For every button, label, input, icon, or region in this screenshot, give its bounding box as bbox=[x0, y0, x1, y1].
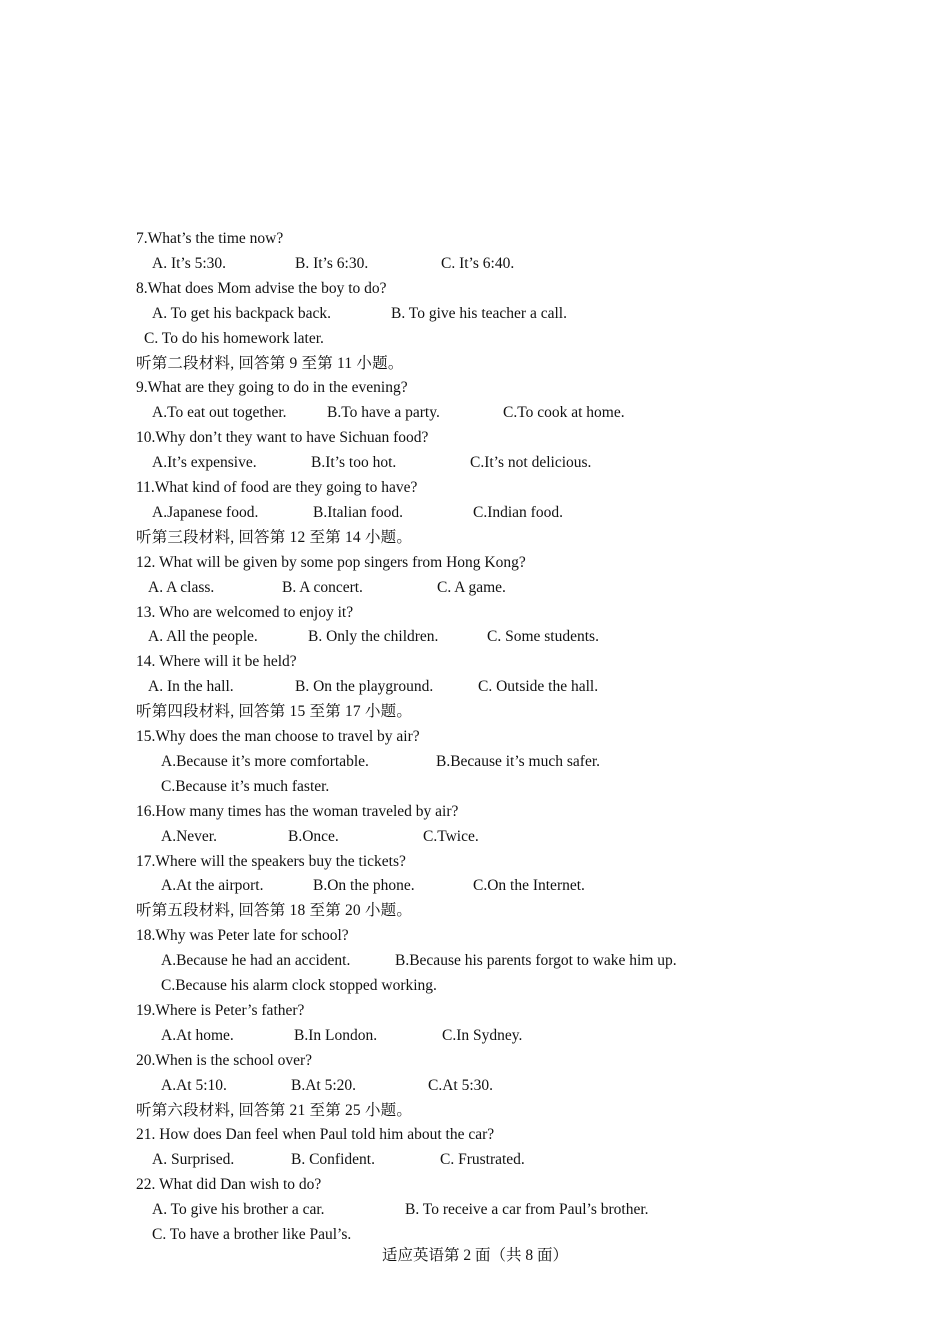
question-text: 11.What kind of food are they going to have? bbox=[136, 479, 418, 496]
question-text: 19.Where is Peter’s father? bbox=[136, 1002, 305, 1019]
question-text: 17.Where will the speakers buy the tickets? bbox=[136, 853, 406, 870]
answer-option: B. Only the children. bbox=[308, 628, 439, 645]
question-text: 7.What’s the time now? bbox=[136, 230, 284, 247]
answer-option: C.At 5:30. bbox=[428, 1077, 494, 1094]
answer-option: B.On the phone. bbox=[313, 877, 415, 894]
question-text: 16.How many times has the woman traveled by air? bbox=[136, 803, 459, 820]
answer-option: C.Indian food. bbox=[473, 504, 563, 521]
question-text: 10.Why don’t they want to have Sichuan food? bbox=[136, 429, 429, 446]
answer-option: A.Japanese food. bbox=[152, 504, 259, 521]
section-instruction: 听第二段材料, 回答第 9 至第 11 小题。 bbox=[136, 355, 404, 372]
answer-option: A.At the airport. bbox=[161, 877, 264, 894]
question-text: 22. What did Dan wish to do? bbox=[136, 1176, 322, 1193]
answer-option: B.In London. bbox=[294, 1027, 378, 1044]
answer-option: A.It’s expensive. bbox=[152, 454, 257, 471]
answer-option: B. It’s 6:30. bbox=[295, 255, 369, 272]
question-text: 18.Why was Peter late for school? bbox=[136, 927, 349, 944]
answer-option: C. To have a brother like Paul’s. bbox=[152, 1226, 352, 1243]
answer-option: C.On the Internet. bbox=[473, 877, 585, 894]
answer-option: B.At 5:20. bbox=[291, 1077, 357, 1094]
answer-option: C.Twice. bbox=[423, 828, 479, 845]
answer-option: B. To give his teacher a call. bbox=[391, 305, 567, 322]
answer-option: C. Some students. bbox=[487, 628, 599, 645]
answer-option: C. Outside the hall. bbox=[478, 678, 599, 695]
question-text: 9.What are they going to do in the evening? bbox=[136, 379, 408, 396]
answer-option: C. It’s 6:40. bbox=[441, 255, 515, 272]
answer-option: B. A concert. bbox=[282, 579, 363, 596]
answer-option: B. To receive a car from Paul’s brother. bbox=[405, 1201, 649, 1218]
answer-option: B.Once. bbox=[288, 828, 339, 845]
answer-option: B. On the playground. bbox=[295, 678, 434, 695]
question-text: 8.What does Mom advise the boy to do? bbox=[136, 280, 387, 297]
answer-option: A.Because he had an accident. bbox=[161, 952, 351, 969]
answer-option: B.Italian food. bbox=[313, 504, 403, 521]
answer-option: C.Because his alarm clock stopped working. bbox=[161, 977, 437, 994]
answer-option: A.At home. bbox=[161, 1027, 234, 1044]
answer-option: A.At 5:10. bbox=[161, 1077, 227, 1094]
page-footer: 适应英语第 2 面（共 8 面） bbox=[381, 1247, 568, 1264]
question-text: 15.Why does the man choose to travel by air? bbox=[136, 728, 420, 745]
answer-option: C.Because it’s much faster. bbox=[161, 778, 330, 795]
answer-option: A. It’s 5:30. bbox=[152, 255, 227, 272]
answer-option: A.Because it’s more comfortable. bbox=[161, 753, 369, 770]
section-instruction: 听第六段材料, 回答第 21 至第 25 小题。 bbox=[136, 1102, 413, 1119]
section-instruction: 听第四段材料, 回答第 15 至第 17 小题。 bbox=[136, 703, 413, 720]
answer-option: C.It’s not delicious. bbox=[470, 454, 592, 471]
answer-option: A. To give his brother a car. bbox=[152, 1201, 325, 1218]
answer-option: B.Because it’s much safer. bbox=[436, 753, 600, 770]
answer-option: C. Frustrated. bbox=[440, 1151, 525, 1168]
question-text: 13. Who are welcomed to enjoy it? bbox=[136, 604, 354, 621]
question-text: 14. Where will it be held? bbox=[136, 653, 297, 670]
answer-option: A.To eat out together. bbox=[152, 404, 287, 421]
section-instruction: 听第三段材料, 回答第 12 至第 14 小题。 bbox=[136, 529, 413, 546]
answer-option: A.Never. bbox=[161, 828, 217, 845]
answer-option: A. All the people. bbox=[148, 628, 258, 645]
question-text: 21. How does Dan feel when Paul told him about the car? bbox=[136, 1126, 495, 1143]
answer-option: B. Confident. bbox=[291, 1151, 375, 1168]
answer-option: C.In Sydney. bbox=[442, 1027, 523, 1044]
answer-option: A. A class. bbox=[148, 579, 215, 596]
section-instruction: 听第五段材料, 回答第 18 至第 20 小题。 bbox=[136, 902, 413, 919]
question-text: 12. What will be given by some pop singers from Hong Kong? bbox=[136, 554, 526, 571]
answer-option: A. In the hall. bbox=[148, 678, 234, 695]
question-text: 20.When is the school over? bbox=[136, 1052, 313, 1069]
answer-option: C. To do his homework later. bbox=[144, 330, 324, 347]
answer-option: C. A game. bbox=[437, 579, 506, 596]
answer-option: C.To cook at home. bbox=[503, 404, 625, 421]
answer-option: B.It’s too hot. bbox=[311, 454, 397, 471]
answer-option: B.Because his parents forgot to wake him up. bbox=[395, 952, 677, 969]
answer-option: A. To get his backpack back. bbox=[152, 305, 331, 322]
answer-option: A. Surprised. bbox=[152, 1151, 235, 1168]
answer-option: B.To have a party. bbox=[327, 404, 440, 421]
